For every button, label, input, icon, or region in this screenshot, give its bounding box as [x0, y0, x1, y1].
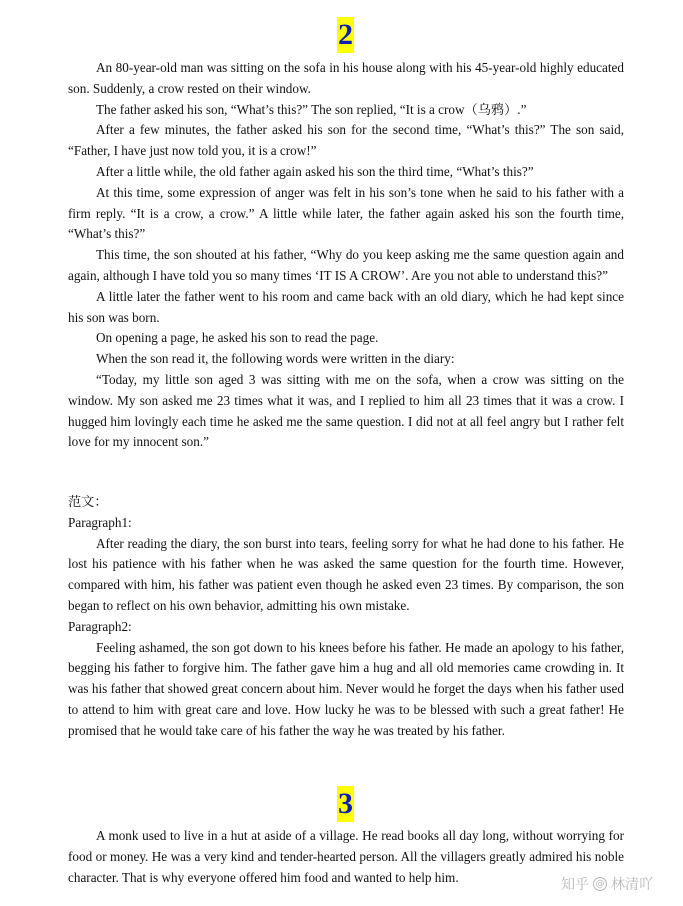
- watermark: [561, 874, 653, 894]
- paragraph2-text: Feeling ashamed, the son got down to his knees before his father. He made an apology to his father, begging his father to forgive him. The father gave him a hug and all old memories came crowding in. It was his father that showed great concern about him. Never would he forget the days when his father used to attend to him with great care and love. How lucky he was to be blessed with such a great father! He promised that he would take care of his father the way he was treated by his father.: [68, 639, 624, 738]
- story-paragraph: “Today, my little son aged 3 was sitting with me on the sofa, when a crow was sitting on the window. My son asked me 23 times what it was, and I replied to him all 23 times that it was a crow. I hugged him lovingly each time he asked me the same question. I did not at all feel angry but I rather felt love for my innocent son.”: [68, 371, 624, 450]
- story-paragraph: A monk used to live in a hut at aside of a village. He read books all day long, without worrying for food or money. He was a very kind and tender-hearted person. All the villagers greatly admired his noble character. That is why everyone offered him food and wanted to help him.: [68, 828, 624, 885]
- paragraph1-label: Paragraph1:: [68, 514, 132, 530]
- at-icon: @: [593, 877, 607, 891]
- essay-label: 范文：: [68, 494, 108, 509]
- story-paragraph: A little later the father went to his room and came back with an old diary, which he had kept since his son was born.: [68, 288, 624, 325]
- watermark-site: 知乎: [561, 877, 589, 893]
- section-number-3: 3: [338, 787, 353, 820]
- story-paragraph: The father asked his son, “What’s this?” The son replied, “It is a crow（乌鸦）.”: [96, 101, 527, 117]
- model-essay: [68, 492, 624, 742]
- paragraph2-label: Paragraph2:: [68, 618, 132, 634]
- section-number-2: 2: [338, 18, 353, 51]
- story-paragraph: An 80-year-old man was sitting on the sofa in his house along with his 45-year-old highly educated son. Suddenly, a crow rested on their window.: [68, 60, 624, 96]
- story-section-3: [68, 826, 624, 888]
- story-paragraph: After a little while, the old father again asked his son the third time, “What’s this?”: [96, 163, 534, 179]
- story-paragraph: At this time, some expression of anger was felt in his son’s tone when he said to his father with a firm reply. “It is a crow, a crow.” A little while later, the father again asked his son the fourth time, “What’s this?”: [68, 184, 624, 242]
- watermark-author: 林清吖: [611, 877, 653, 893]
- story-paragraph: This time, the son shouted at his father, “Why do you keep asking me the same question again and again, although I have told you so many times ‘IT IS A CROW’. Are you not able to understand this?”: [68, 247, 624, 283]
- story-section-2: [68, 58, 624, 453]
- story-paragraph: On opening a page, he asked his son to read the page.: [96, 330, 379, 346]
- story-paragraph: When the son read it, the following words were written in the diary:: [96, 351, 455, 367]
- paragraph1-text: After reading the diary, the son burst into tears, feeling sorry for what he had done to his father. He lost his patience with his father when he was asked the same question for the fourth time. However, compared with him, his father was patient even though he asked even 23 times. By comparison, the son began to reflect on his own behavior, admitting his own mistake.: [68, 535, 624, 613]
- story-paragraph: After a few minutes, the father asked his son for the second time, “What’s this?” The son said, “Father, I have just now told you, it is a crow!”: [68, 122, 624, 159]
